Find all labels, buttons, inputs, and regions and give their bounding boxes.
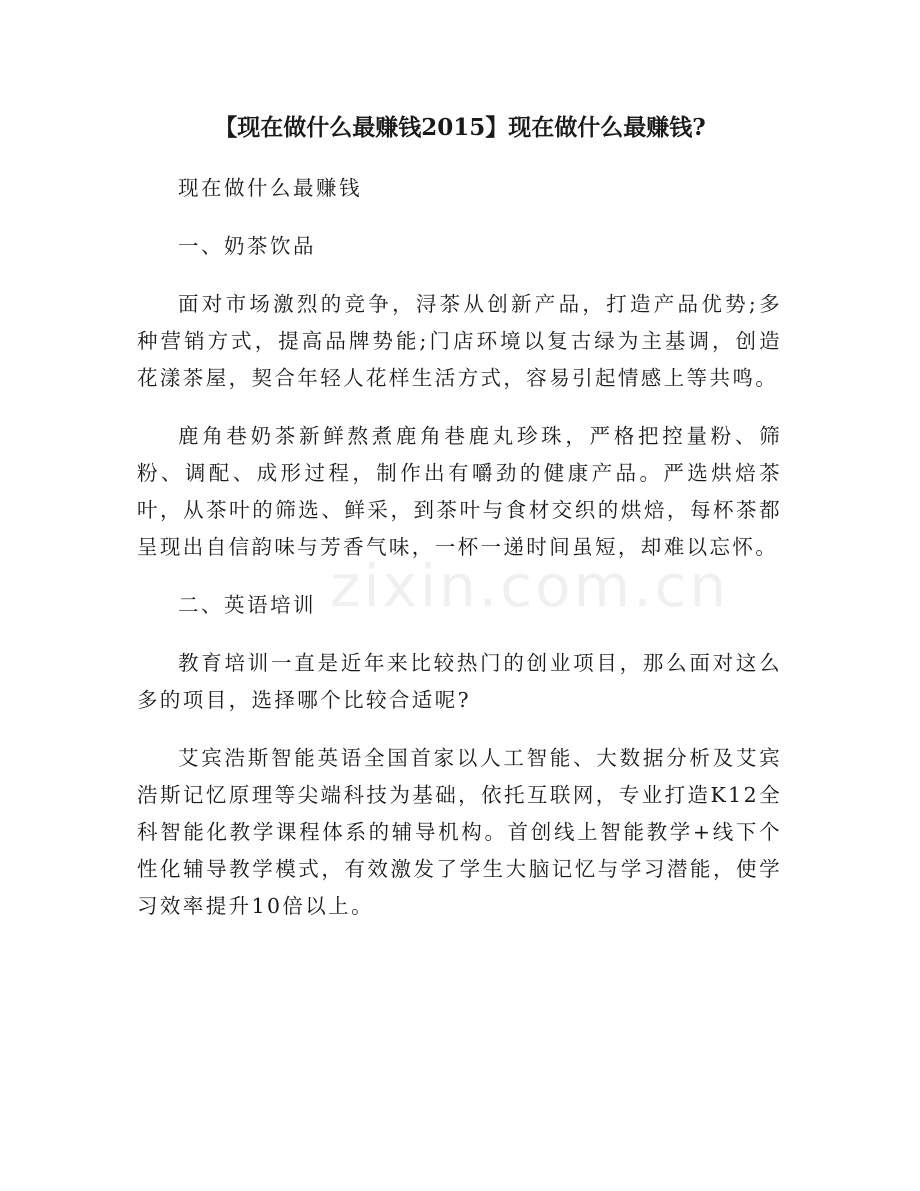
- document-title: 【现在做什么最赚钱2015】现在做什么最赚钱?: [214, 114, 706, 141]
- paragraph-xuncha: 面对市场激烈的竞争，浔茶从创新产品，打造产品优势;多种营销方式，提高品牌势能;门店环境以复古绿为主基调，创造花漾茶屋，契合年轻人花样生活方式，容易引起情感上等共鸣。: [137, 292, 782, 390]
- section-heading-milk-tea: 一、奶茶饮品: [178, 234, 316, 258]
- intro-heading: 现在做什么最赚钱: [178, 176, 362, 200]
- paragraph-ebbinghaus: 艾宾浩斯智能英语全国首家以人工智能、大数据分析及艾宾浩斯记忆原理等尖端科技为基础，依托互联网，专业打造K12全科智能化教学课程体系的辅导机构。首创线上智能教学+线下个性化辅导教学模式，有效激发了学生大脑记忆与学习潜能，使学习效率提升10倍以上。: [137, 746, 782, 918]
- paragraph-lujiaoxiang: 鹿角巷奶茶新鲜熬煮鹿角巷鹿丸珍珠，严格把控量粉、筛粉、调配、成形过程，制作出有嚼劲的健康产品。严选烘焙茶叶，从茶叶的筛选、鲜采，到茶叶与食材交织的烘焙，每杯茶都呈现出自信韵味与芳香气味，一杯一递时间虽短，却难以忘怀。: [137, 424, 782, 559]
- section-heading-english-training: 二、英语培训: [178, 593, 316, 617]
- paragraph-education: 教育培训一直是近年来比较热门的创业项目，那么面对这么多的项目，选择哪个比较合适呢?: [137, 651, 782, 712]
- document-body: [137, 170, 782, 946]
- watermark: zixin.com.cn: [330, 552, 730, 620]
